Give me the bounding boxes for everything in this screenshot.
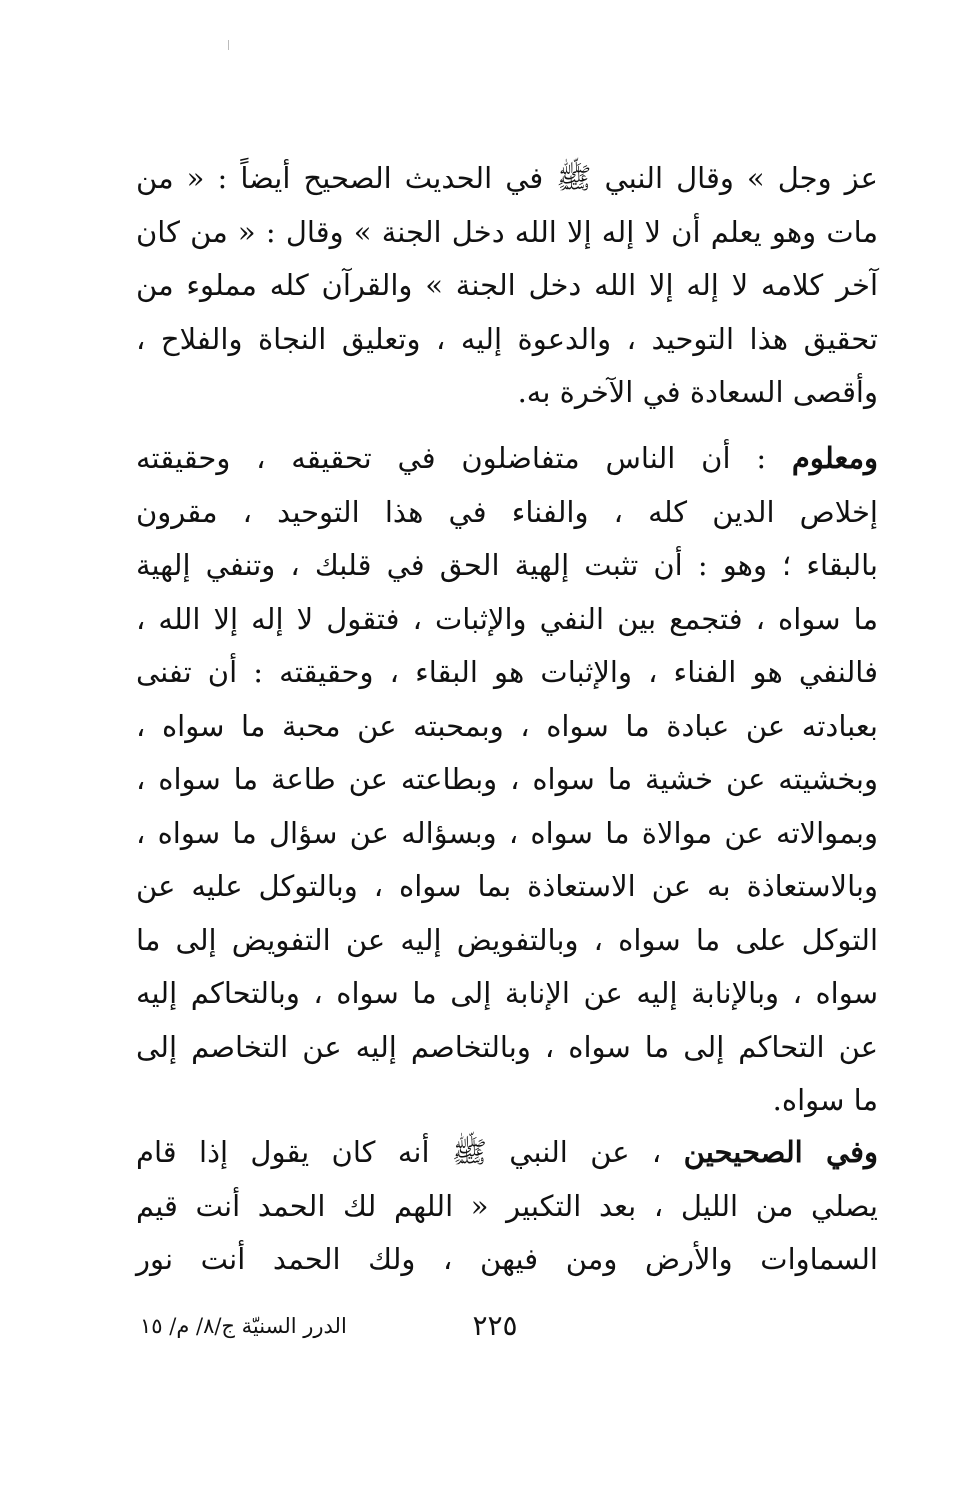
lead-word: وفي الصحيحين (683, 1135, 878, 1169)
text-line: وبالاستعاذة به عن الاستعاذة بما سواه ، وبالتوكل عليه عن (136, 869, 878, 903)
text-line: يصلي من الليل ، بعد التكبير « اللهم لك الحمد أنت قيم (136, 1188, 878, 1223)
text-line: تحقيق هذا التوحيد ، والدعوة إليه ، وتعليق النجاة والفلاح ، (136, 321, 878, 356)
text-line-first (136, 1126, 878, 1180)
text-line: عز وجل » وقال النبي ﷺ في الحديث الصحيح أيضاً : « من (136, 161, 878, 195)
text-line: ما سواه. (772, 1083, 878, 1117)
text-line: التوكل على ما سواه ، وبالتفويض إليه عن التفويض إلى ما (136, 922, 878, 957)
text-line: السماوات والأرض ومن فيهن ، ولك الحمد أنت نور (136, 1242, 878, 1276)
first-line-rest: ، عن النبي ﷺ أنه كان يقول إذا قام (136, 1135, 684, 1169)
text-line: فالنفي هو الفناء ، والإثبات هو البقاء ، وحقيقته : أن تفنى (136, 655, 878, 689)
lead-word: ومعلوم (791, 441, 878, 475)
text-line: وأقصى السعادة في الآخرة به. (517, 375, 878, 409)
first-line-rest: : أن الناس متفاضلون في تحقيقه ، وحقيقته (136, 441, 792, 475)
text-line: وبموالاته عن موالاة ما سواه ، وبسؤاله عن سؤال ما سواه ، (136, 815, 878, 850)
source-reference: الدرر السنيّة ج/٨/ م/ ١٥ (140, 1314, 347, 1338)
page-number: ٢٢٥ (472, 1309, 518, 1342)
text-line-first (136, 432, 878, 486)
text-line: ما سواه ، فتجمع بين النفي والإثبات ، فتقول لا إله إلا الله ، (136, 601, 878, 636)
text-line: آخر كلامه لا إله إلا الله دخل الجنة » والقرآن كله مملوء من (136, 268, 878, 302)
text-line: بعبادته عن عبادة ما سواه ، وبمحبته عن محبة ما سواه ، (136, 708, 878, 743)
paragraph-1 (136, 152, 878, 420)
text-line: إخلاص الدين كله ، والفناء في هذا التوحيد ، مقرون (136, 494, 878, 529)
text-line: بالبقاء ؛ وهو : أن تثبت إلهية الحق في قلبك ، وتنفي إلهية (136, 548, 878, 582)
paragraph-3 (136, 1126, 878, 1287)
text-line: مات وهو يعلم أن لا إله إلا الله دخل الجنة » وقال : « من كان (136, 214, 878, 249)
text-line: وبخشيته عن خشية ما سواه ، وبطاعته عن طاعة ما سواه ، (136, 762, 878, 796)
text-line: عن التحاكم إلى ما سواه ، وبالتخاصم إليه عن التخاصم إلى (136, 1029, 878, 1064)
paragraph-2 (136, 432, 878, 1128)
text-line: سواه ، وبالإنابة إليه عن الإنابة إلى ما سواه ، وبالتحاكم إليه (136, 976, 879, 1010)
scan-mark (228, 40, 229, 50)
